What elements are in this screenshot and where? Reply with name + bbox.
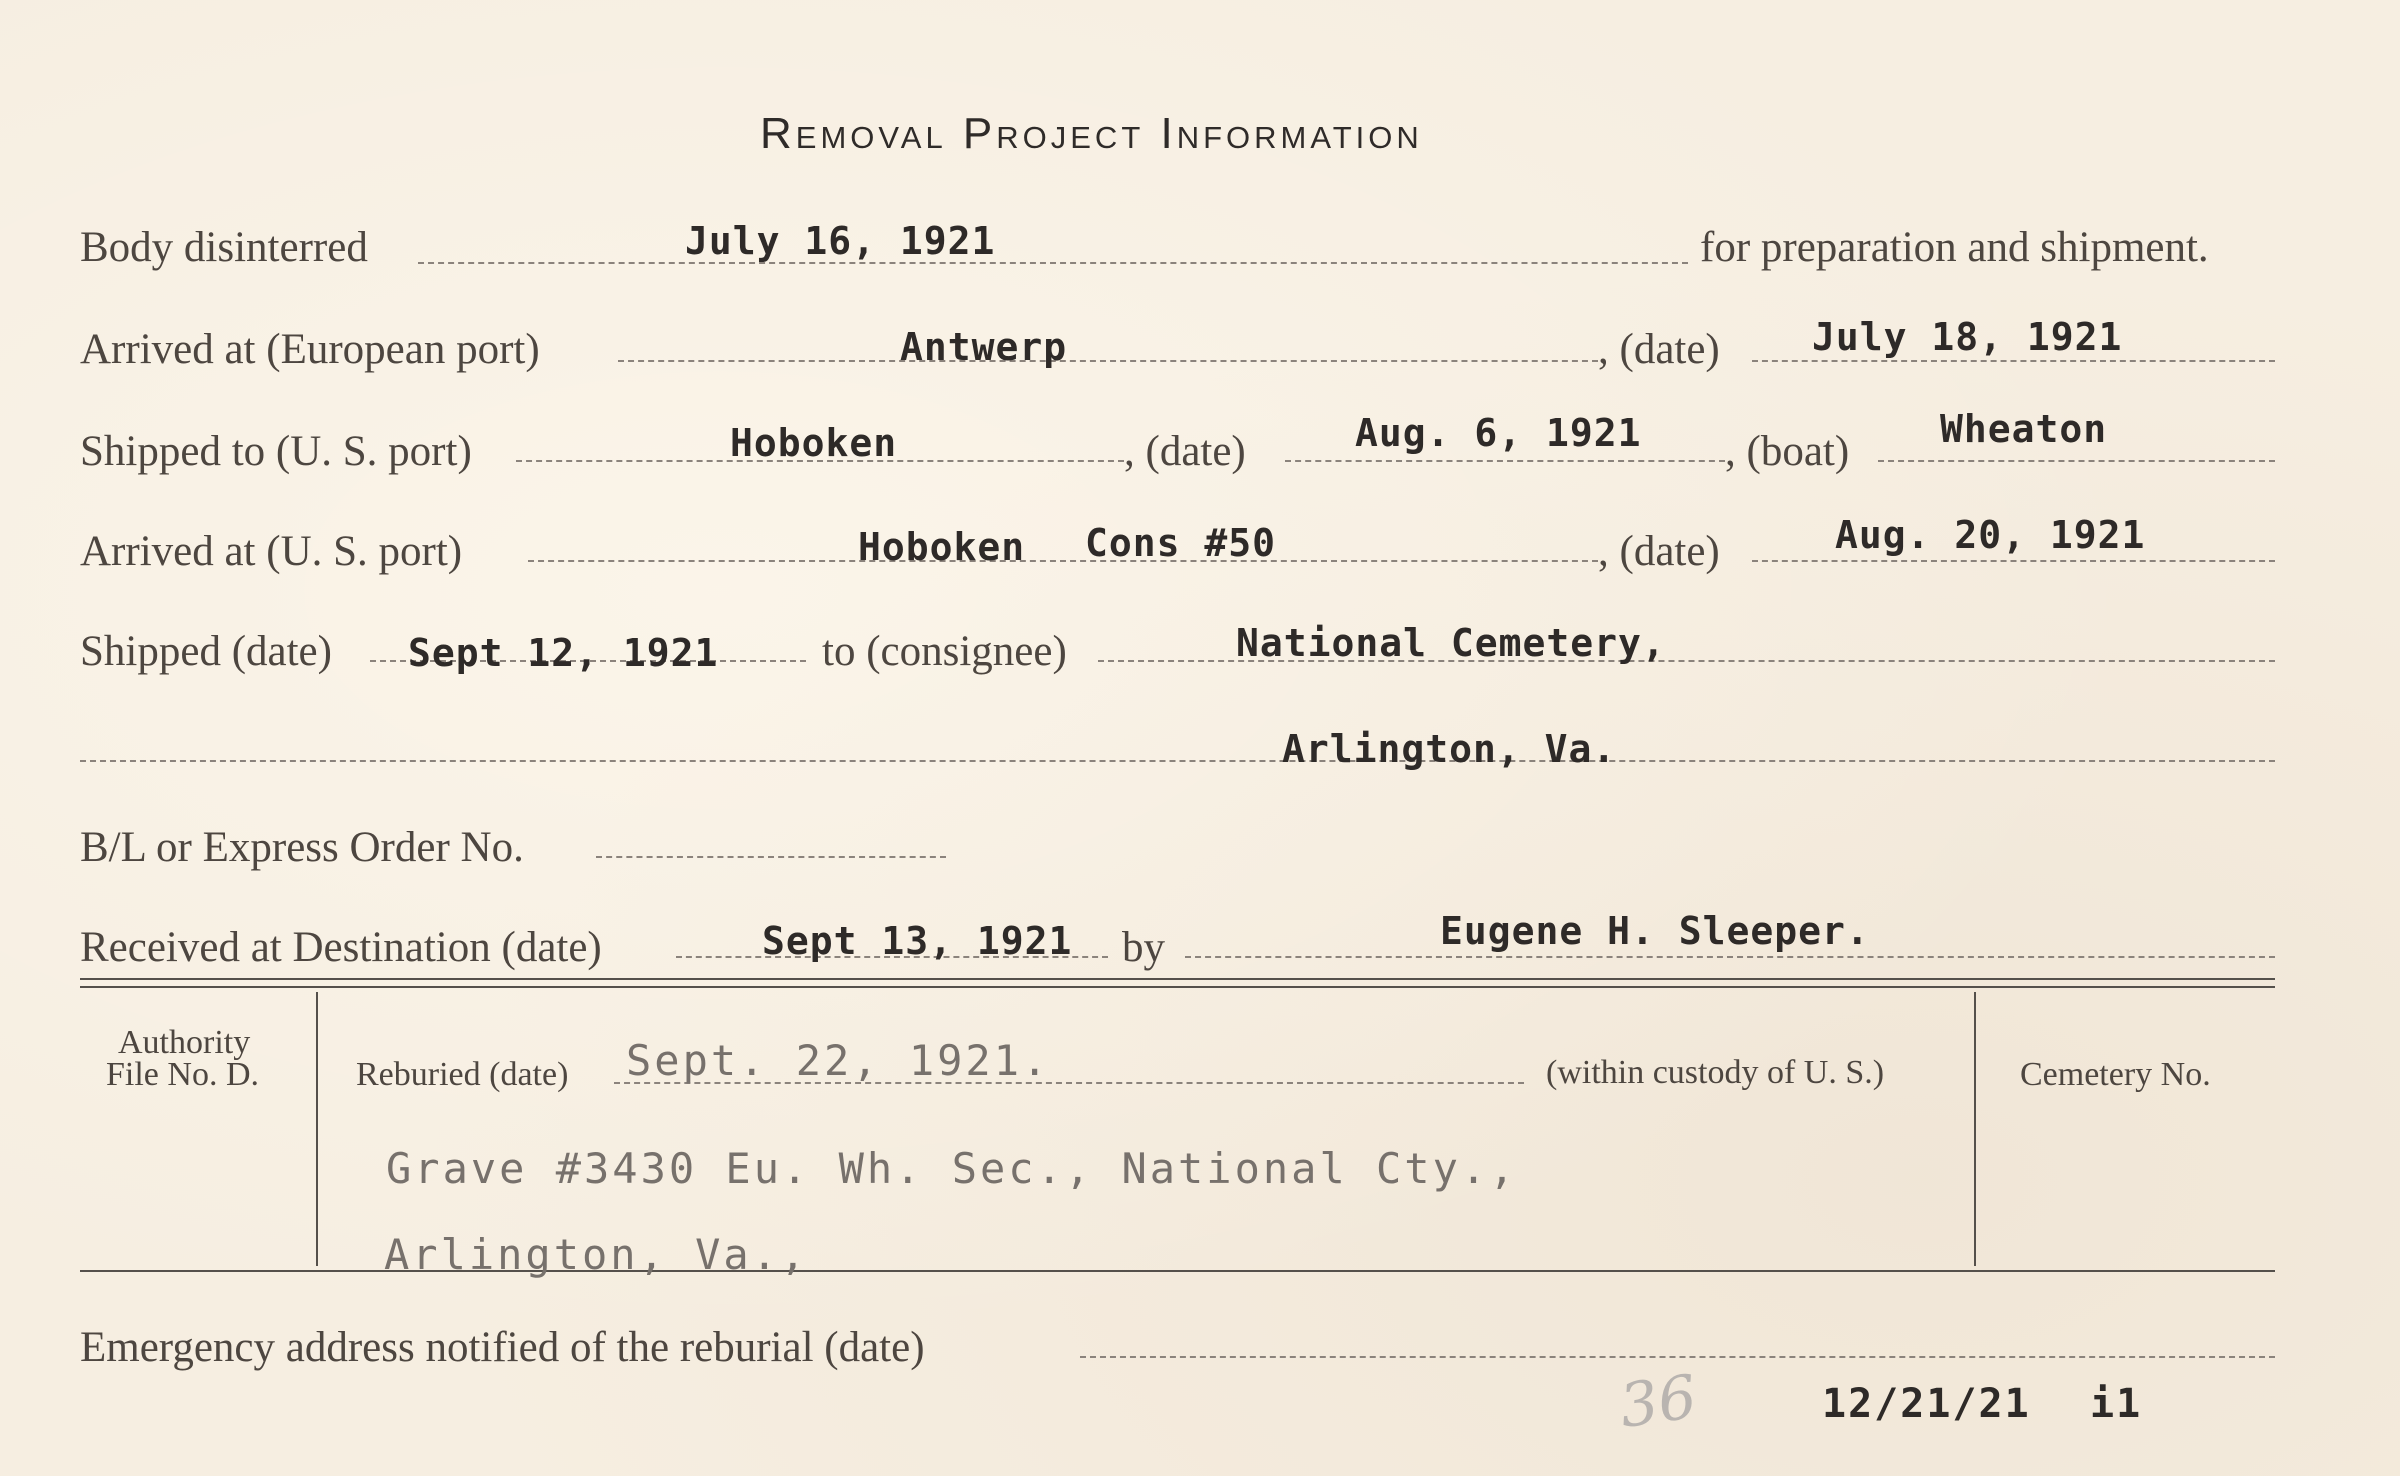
shipped-to-us-date-field[interactable]	[1285, 460, 1725, 462]
bl-order-label: B/L or Express Order No.	[80, 824, 524, 871]
body-disinterred-field[interactable]	[418, 262, 1688, 264]
consignee-value: National Cemetery,	[1236, 621, 1666, 665]
reburied-label: Reburied (date)	[356, 1056, 569, 1093]
arrived-us-date-field[interactable]	[1752, 560, 2275, 562]
received-by-value: Eugene H. Sleeper.	[1440, 909, 1870, 953]
received-date-value: Sept 13, 1921	[762, 919, 1073, 963]
grave-line-1: Grave #3430 Eu. Wh. Sec., National Cty.,	[386, 1144, 1518, 1193]
arrived-european-value: Antwerp	[900, 325, 1068, 369]
emergency-date-field[interactable]	[1080, 1356, 2275, 1358]
received-by-field[interactable]	[1185, 956, 2275, 958]
page-title: Removal Project Information	[760, 109, 1423, 158]
arrived-us-value-2: Cons #50	[1085, 521, 1277, 565]
authority-label-2: File No. D.	[106, 1056, 259, 1093]
shipped-date-label: Shipped (date)	[80, 628, 332, 675]
stamp-date: 12/21/21	[1822, 1381, 2031, 1427]
arrived-european-label: Arrived at (European port)	[80, 326, 540, 373]
custody-label: (within custody of U. S.)	[1546, 1054, 1885, 1091]
cemetery-no-label: Cemetery No.	[2020, 1056, 2211, 1093]
body-disinterred-suffix: for preparation and shipment.	[1700, 224, 2209, 271]
body-disinterred-value: July 16, 1921	[685, 219, 996, 263]
received-label: Received at Destination (date)	[80, 924, 602, 971]
arrived-us-value: Hoboken	[858, 525, 1026, 569]
shipped-to-us-boat-field[interactable]	[1878, 460, 2275, 462]
shipped-to-us-boat-value: Wheaton	[1940, 407, 2108, 451]
shipped-to-us-value: Hoboken	[730, 421, 898, 465]
consignee-field-line-2[interactable]	[80, 760, 2275, 762]
shipped-to-us-label: Shipped to (U. S. port)	[80, 428, 472, 475]
stamp-code: i1	[2090, 1381, 2143, 1427]
arrived-european-date-field[interactable]	[1752, 360, 2275, 362]
reburied-date-value: Sept. 22, 1921.	[626, 1036, 1051, 1085]
authority-label-1: Authority	[118, 1024, 251, 1061]
emergency-label: Emergency address notified of the reburial (date)	[80, 1324, 925, 1371]
box-top-rule	[80, 978, 2275, 980]
arrived-european-field[interactable]	[618, 360, 1598, 362]
shipped-to-us-boat-label: , (boat)	[1725, 428, 1850, 475]
consignee-label: to (consignee)	[822, 628, 1067, 675]
bl-order-field[interactable]	[596, 856, 946, 858]
arrived-us-field[interactable]	[528, 560, 1598, 562]
body-disinterred-label: Body disinterred	[80, 224, 368, 271]
arrived-us-date-label: , (date)	[1598, 528, 1720, 575]
box-top-rule-2	[80, 986, 2275, 988]
box-divider-left	[316, 992, 318, 1266]
shipped-date-value: Sept 12, 1921	[408, 631, 719, 675]
shipped-to-us-date-value: Aug. 6, 1921	[1355, 411, 1642, 455]
arrived-us-date-value: Aug. 20, 1921	[1835, 513, 2146, 557]
arrived-european-date-label: , (date)	[1598, 326, 1720, 373]
box-divider-right	[1974, 992, 1976, 1266]
grave-line-2: Arlington, Va.,	[384, 1230, 809, 1279]
consignee-value-2: Arlington, Va.	[1282, 727, 1617, 771]
pencil-mark: 36	[1615, 1362, 1701, 1442]
arrived-us-label: Arrived at (U. S. port)	[80, 528, 463, 575]
arrived-european-date-value: July 18, 1921	[1812, 315, 2123, 359]
shipped-to-us-date-label: , (date)	[1124, 428, 1246, 475]
received-by-label: by	[1122, 924, 1165, 971]
